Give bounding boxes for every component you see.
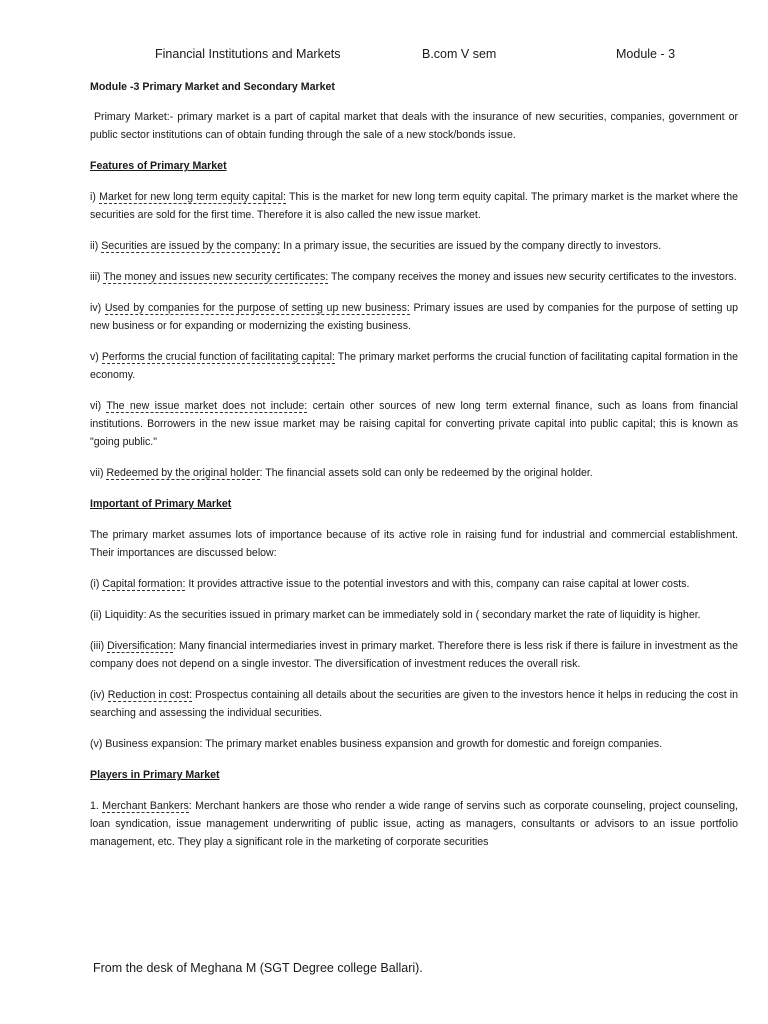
list-item bbox=[90, 299, 738, 335]
features-heading bbox=[90, 157, 738, 175]
item-prefix: (v) bbox=[90, 738, 106, 750]
item-text: : Many financial intermediaries invest in primary market. Therefore there is less risk if there is failure in investment as the company does not depend on a single investor. The diversification of investment reduces the overall risk. bbox=[90, 640, 738, 670]
item-prefix: i) bbox=[90, 191, 100, 203]
importance-list bbox=[90, 575, 738, 753]
list-item bbox=[90, 637, 738, 673]
item-text: Prospectus containing all details about the securities are given to the investors hence it helps in reducing the cost in searching and assessing the individual securities. bbox=[90, 689, 738, 719]
item-term: The new issue market does not include: bbox=[106, 400, 308, 412]
footer-note: From the desk of Meghana M (SGT Degree college Ballari). bbox=[93, 961, 423, 975]
item-text: The primary market performs the crucial function of facilitating capital formation in the economy. bbox=[90, 351, 738, 381]
item-term: Redeemed by the original holder bbox=[106, 467, 260, 479]
item-prefix: vii) bbox=[90, 467, 107, 479]
item-term: Performs the crucial function of facilitating capital: bbox=[101, 351, 335, 363]
players-list bbox=[90, 797, 738, 851]
item-prefix: iii) bbox=[90, 271, 104, 283]
document-body bbox=[90, 78, 738, 864]
item-prefix: (iv) bbox=[90, 689, 108, 701]
header-title: Financial Institutions and Markets bbox=[155, 47, 341, 61]
item-text: Business expansion: The primary market enables business expansion and growth for domestic and foreign companies. bbox=[105, 738, 663, 750]
importance-heading bbox=[90, 495, 738, 513]
item-term: The money and issues new security certificates: bbox=[103, 271, 329, 283]
item-text: The company receives the money and issues new security certificates to the investors. bbox=[328, 271, 737, 283]
list-item bbox=[90, 348, 738, 384]
list-item bbox=[90, 575, 738, 593]
item-term: Market for new long term equity capital: bbox=[99, 191, 286, 203]
list-item bbox=[90, 237, 738, 255]
item-term: Reduction in cost: bbox=[107, 689, 193, 701]
intro-text: Primary Market:- primary market is a part of capital market that deals with the insurance of new securities, companies, government or public sector institutions can of obtain funding through the sale of a new stock/bonds issue. bbox=[90, 111, 738, 141]
header-course: B.com V sem bbox=[422, 47, 497, 61]
list-item bbox=[90, 735, 738, 753]
item-prefix: (ii) bbox=[90, 609, 105, 621]
item-prefix: 1. bbox=[90, 800, 103, 812]
item-prefix: (i) bbox=[90, 578, 103, 590]
list-item bbox=[90, 797, 738, 851]
intro-paragraph bbox=[90, 108, 738, 144]
item-text: : The financial assets sold can only be redeemed by the original holder. bbox=[259, 467, 593, 479]
features-list bbox=[90, 188, 738, 482]
importance-title: Important of Primary Market bbox=[90, 498, 232, 510]
importance-intro: The primary market assumes lots of importance because of its active role in raising fund for industrial and commercial establishment. Their importances are discussed below: bbox=[90, 529, 738, 559]
item-prefix: vi) bbox=[90, 400, 107, 412]
item-text: Liquidity: As the securities issued in primary market can be immediately sold in ( secondary market the rate of liquidity is higher. bbox=[104, 609, 701, 621]
features-title: Features of Primary Market bbox=[90, 160, 227, 172]
list-item bbox=[90, 606, 738, 624]
item-prefix: iv) bbox=[90, 302, 105, 314]
item-text: It provides attractive issue to the potential investors and with this, company can raise capital at lower costs. bbox=[185, 578, 690, 590]
item-prefix: ii) bbox=[90, 240, 102, 252]
item-term: Capital formation: bbox=[102, 578, 186, 590]
module-heading: Module -3 Primary Market and Secondary Market bbox=[90, 81, 335, 93]
item-text: Primary issues are used by companies for the purpose of setting up new business or for expanding or modernizing the existing business. bbox=[90, 302, 738, 332]
item-prefix: v) bbox=[90, 351, 102, 363]
header-module: Module - 3 bbox=[616, 47, 676, 61]
item-text: This is the market for new long term equity capital. The primary market is the market where the securities are sold for the first time. Therefore it is also called the new issue market. bbox=[90, 191, 738, 221]
item-prefix: (iii) bbox=[90, 640, 108, 652]
players-heading bbox=[90, 766, 738, 784]
list-item bbox=[90, 268, 738, 286]
item-text: certain other sources of new long term external finance, such as loans from financial institutions. Borrowers in the new issue market may be raising capital for converting private capital into public capital; this is known as "going public." bbox=[90, 400, 738, 448]
players-title: Players in Primary Market bbox=[90, 769, 220, 781]
item-term: Diversification bbox=[107, 640, 174, 652]
item-text: In a primary issue, the securities are issued by the company directly to investors. bbox=[280, 240, 662, 252]
item-term: Securities are issued by the company: bbox=[101, 240, 281, 252]
item-term: Used by companies for the purpose of setting up new business: bbox=[104, 302, 410, 314]
item-text: : Merchant hankers are those who render a wide range of servins such as corporate counseling, project counseling, loan syndication, issue management underwriting of public issue, acting as managers, consultants or advisors to an issue portfolio management, etc. They play a significant role in the marketing of corporate securities bbox=[90, 800, 739, 848]
list-item bbox=[90, 464, 738, 482]
list-item bbox=[90, 397, 738, 451]
list-item bbox=[90, 686, 738, 722]
list-item bbox=[90, 188, 738, 224]
item-term: Merchant Bankers bbox=[102, 800, 189, 812]
